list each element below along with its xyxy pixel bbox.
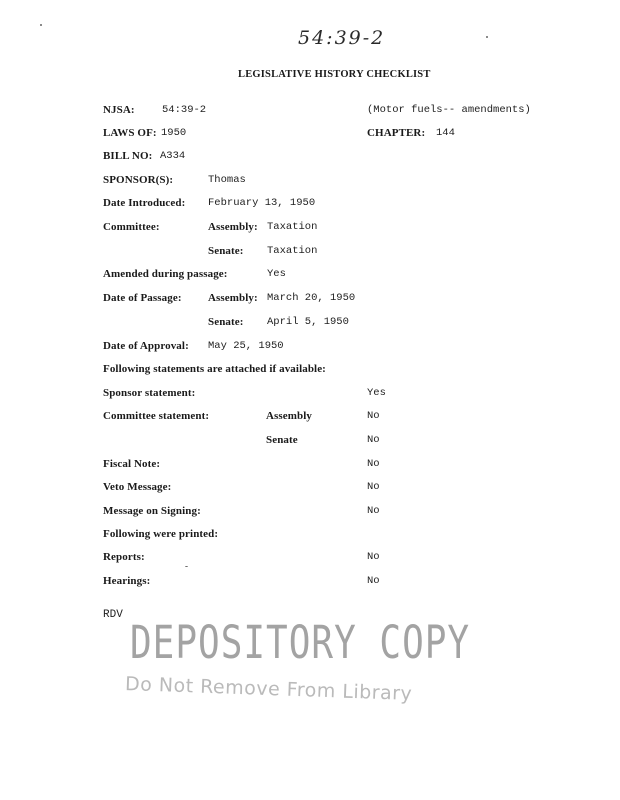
- committee-statement-assembly-label: Assembly: [266, 410, 313, 422]
- amended-label: Amended during passage:: [103, 268, 228, 280]
- committee-assembly-value: Taxation: [267, 221, 318, 233]
- hearings-label: Hearings:: [103, 575, 151, 587]
- njsa-note: (Motor fuels-- amendments): [367, 104, 531, 116]
- printed-heading: Following were printed:: [103, 528, 219, 540]
- amended-value: Yes: [267, 268, 286, 280]
- committee-statement-label: Committee statement:: [103, 410, 210, 422]
- handwritten-reference: 54:39-2: [298, 27, 386, 49]
- passage-assembly-value: March 20, 1950: [267, 292, 356, 304]
- bill-no-label: BILL NO:: [103, 150, 153, 162]
- passage-senate-value: April 5, 1950: [267, 316, 349, 328]
- hearings-value: No: [367, 575, 380, 587]
- page-title: LEGISLATIVE HISTORY CHECKLIST: [238, 69, 431, 80]
- committee-assembly-label: Assembly:: [208, 221, 258, 233]
- committee-label: Committee:: [103, 221, 160, 233]
- committee-senate-label: Senate:: [208, 245, 244, 257]
- njsa-label: NJSA:: [103, 104, 135, 116]
- sponsor-value: Thomas: [208, 174, 246, 186]
- message-on-signing-label: Message on Signing:: [103, 505, 201, 517]
- chapter-value: 144: [436, 127, 455, 139]
- scan-speck: [486, 36, 488, 38]
- scan-speck: [40, 24, 42, 26]
- committee-statement-assembly-value: No: [367, 410, 380, 422]
- committee-statement-senate-value: No: [367, 434, 380, 446]
- njsa-value: 54:39-2: [162, 104, 207, 116]
- bill-no-value: A334: [160, 150, 186, 162]
- sponsor-statement-value: Yes: [367, 387, 386, 399]
- reports-label: Reports:: [103, 551, 145, 563]
- date-of-approval-label: Date of Approval:: [103, 340, 189, 352]
- scan-speck: [185, 566, 188, 567]
- date-introduced-value: February 13, 1950: [208, 197, 316, 209]
- depository-stamp-line2: Do Not Remove From Library: [124, 672, 413, 706]
- date-introduced-label: Date Introduced:: [103, 197, 186, 209]
- statements-heading: Following statements are attached if available:: [103, 363, 326, 375]
- chapter-label: CHAPTER:: [367, 127, 426, 139]
- laws-of-value: 1950: [161, 127, 187, 139]
- committee-senate-value: Taxation: [267, 245, 318, 257]
- sponsor-label: SPONSOR(S):: [103, 174, 174, 186]
- laws-of-label: LAWS OF:: [103, 127, 157, 139]
- date-of-passage-label: Date of Passage:: [103, 292, 182, 304]
- passage-senate-label: Senate:: [208, 316, 244, 328]
- veto-message-value: No: [367, 481, 380, 493]
- initials: RDV: [103, 609, 123, 621]
- passage-assembly-label: Assembly:: [208, 292, 258, 304]
- date-of-approval-value: May 25, 1950: [208, 340, 284, 352]
- fiscal-note-value: No: [367, 458, 380, 470]
- committee-statement-senate-label: Senate: [266, 434, 298, 446]
- veto-message-label: Veto Message:: [103, 481, 172, 493]
- depository-stamp-line1: DEPOSITORY COPY: [130, 618, 471, 670]
- sponsor-statement-label: Sponsor statement:: [103, 387, 196, 399]
- fiscal-note-label: Fiscal Note:: [103, 458, 161, 470]
- message-on-signing-value: No: [367, 505, 380, 517]
- reports-value: No: [367, 551, 380, 563]
